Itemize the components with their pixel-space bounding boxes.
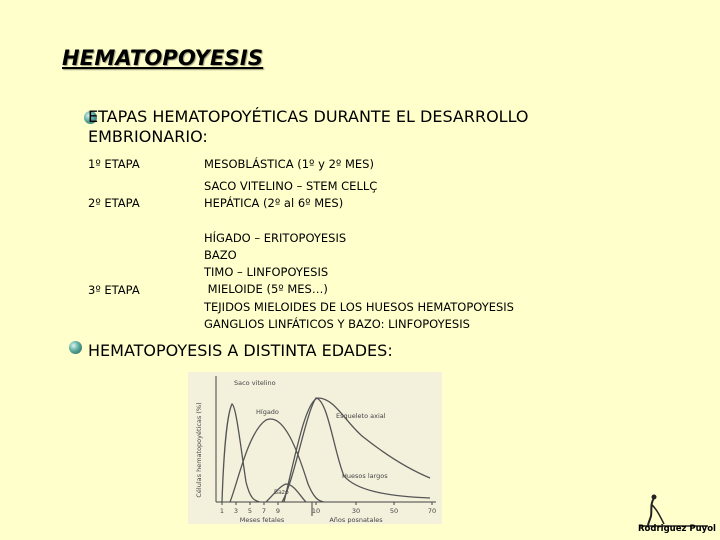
bullet-1-line-2: EMBRIONARIO:	[88, 127, 208, 146]
x-group-label-anos-posnatales: Años posnatales	[329, 516, 383, 524]
x-tick-label: 70	[427, 507, 437, 515]
series-label-higado: Hígado	[256, 408, 279, 416]
bullet-icon	[69, 341, 82, 354]
stage-3-line-1: BAZO	[204, 248, 237, 262]
stage-3-label: 3º ETAPA	[88, 283, 140, 297]
series-label-bazo: Bazo	[274, 489, 289, 496]
hematopoiesis-chart	[188, 372, 442, 524]
y-axis-label-text: Células hematopoyéticas (%)	[195, 402, 203, 498]
bullet-1-line-1: ETAPAS HEMATOPOYÉTICAS DURANTE EL DESARROLLO	[88, 107, 529, 126]
stage-2-line-2: HÍGADO – ERITOPOYESIS	[204, 231, 347, 245]
x-tick-label: 10	[311, 507, 321, 515]
x-tick-label: 9	[275, 507, 281, 515]
x-tick-label: 50	[389, 507, 399, 515]
stage-3-line-2: TIMO – LINFOPOYESIS	[204, 265, 329, 279]
bullet-2-text: HEMATOPOYESIS A DISTINTA EDADES:	[88, 341, 393, 360]
x-tick-label: 1	[219, 507, 225, 515]
y-axis-label	[195, 402, 203, 497]
stage-3-line-5: GANGLIOS LINFÁTICOS Y BAZO: LINFOPOYESIS	[204, 317, 470, 331]
chart-svg	[188, 372, 442, 524]
stage-3-line-4: TEJIDOS MIELOIDES DE LOS HUESOS HEMATOPOYESIS	[204, 300, 514, 314]
x-tick-label: 5	[247, 507, 253, 515]
stage-1-label: 1º ETAPA	[88, 157, 140, 171]
x-tick-label: 3	[233, 507, 239, 515]
x-group-label-meses-fetales: Meses fetales	[239, 516, 285, 524]
curve-saco-vitelino	[222, 404, 260, 502]
series-label-esqueleto-axial: Esqueleto axial	[336, 412, 386, 420]
author-logo-text: Rodriguez Puyol	[638, 524, 716, 534]
slide-title: HEMATOPOYESIS	[62, 46, 264, 70]
series-label-huesos-largos: Huesos largos	[342, 472, 388, 480]
stage-3-line-3: MIELOIDE (5º MES…)	[204, 282, 328, 296]
x-tick-label: 7	[261, 507, 267, 515]
stage-2-label: 2º ETAPA	[88, 196, 140, 210]
x-tick-label: 30	[351, 507, 361, 515]
stage-1-line-1: MESOBLÁSTICA (1º y 2º MES)	[204, 157, 374, 171]
stage-1-line-2: SACO VITELINO – STEM CELLÇ	[204, 179, 378, 193]
x-ticks	[220, 502, 436, 515]
stage-2-line-1: HEPÁTICA (2º al 6º MES)	[204, 196, 344, 210]
series-label-saco-vitelino: Saco vitelino	[234, 379, 276, 387]
